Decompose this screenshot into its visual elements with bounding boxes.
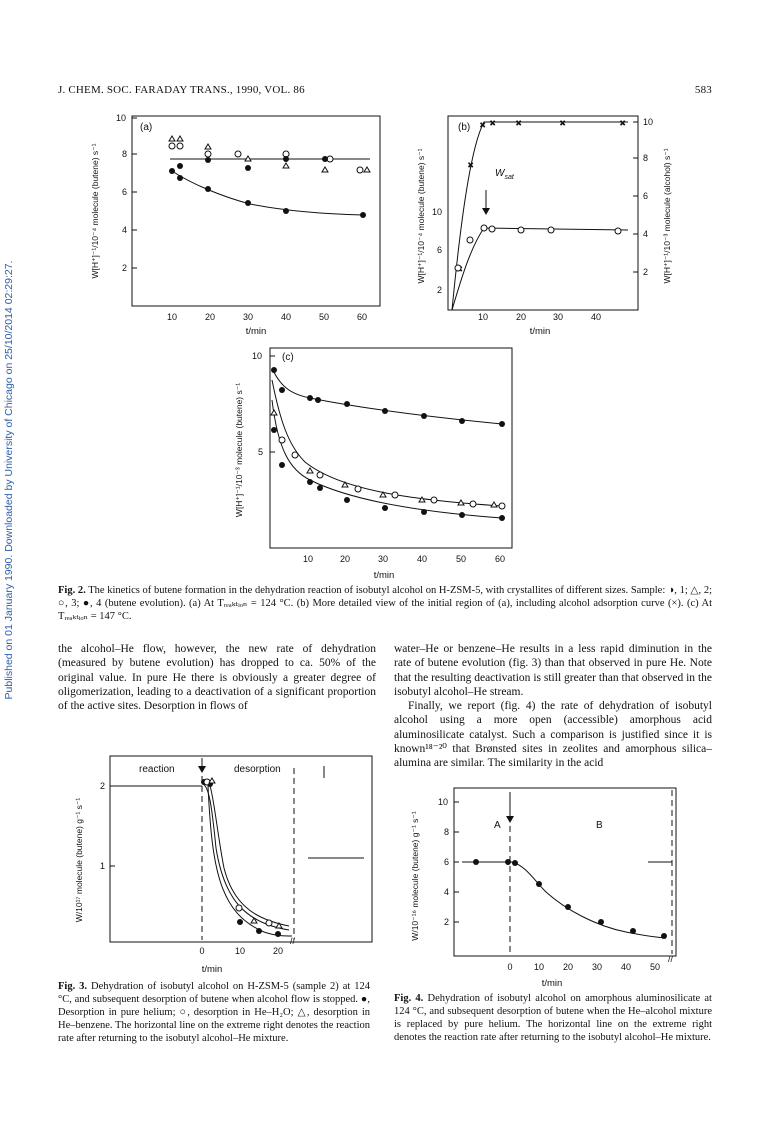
fig2a-point: [283, 208, 289, 214]
fig2a-point: [205, 144, 211, 149]
fig2c-curve-1: [272, 368, 502, 424]
fig2c-point: [292, 452, 298, 458]
fig2c-xtick: 60: [494, 554, 506, 564]
fig3-curve-2: [210, 786, 289, 926]
body-paragraph: water–He or benzene–He results in a less rapid diminution in the rate of butene evolution (fig. 3) than that observed in pure He. Note that the resulting deactivation is still greater than that observed in the isobutyl alcohol–He stream.: [394, 643, 712, 698]
fig2a-ytick: 2: [122, 263, 128, 273]
fig2a-point: [245, 200, 251, 206]
fig2b-point: [489, 226, 495, 232]
body-text-left: the alcohol–He flow, however, the new rate of dehydration (measured by butene evolution) has dropped to ca. 50% of the original value. In pure He there is obviously a greater degree of oligomerization, leading to a deactivation of a significant proportion of the active sites. Desorption in flows of: [58, 643, 376, 713]
fig2c-filled-points: [271, 427, 505, 521]
fig3-xlabel: t/min: [201, 964, 223, 975]
fig4-ytick: 8: [444, 827, 450, 837]
fig2c-point: [499, 515, 505, 521]
fig4-xtick: 10: [533, 962, 545, 972]
fig4-ylabel: W/10⁻¹⁶ molecule (butene) g⁻¹ s⁻¹: [410, 811, 420, 941]
fig2c-point: [307, 479, 313, 485]
fig2c-point: [271, 410, 277, 415]
fig3: [64, 748, 382, 978]
fig2b-xtick: 10: [477, 312, 489, 322]
fig3-xtick: 20: [272, 946, 284, 956]
fig4-xtick: 40: [620, 962, 632, 972]
fig2a-xticks: [167, 312, 367, 322]
fig2c-point: [344, 401, 350, 407]
fig3-xticks: [199, 946, 283, 956]
fig2b-point: ×: [516, 118, 522, 128]
running-header: [58, 84, 712, 96]
fig2c-point: [279, 437, 285, 443]
fig2a-point: [357, 167, 363, 173]
fig4-label-a: A: [494, 820, 501, 831]
fig2b-xticks: [478, 312, 601, 322]
fig4-yticks: [438, 797, 459, 927]
fig4-xtick: 50: [649, 962, 661, 972]
fig3-yticks: [100, 781, 115, 871]
fig2b-wsat-label: $W_{sat}$: [495, 168, 514, 181]
fig2b-ytick-left: 2: [437, 285, 443, 295]
sidebar-text: Published on 01 January 1990. Downloaded by University of Chicago on 25/10/2014 02:29:27.: [3, 260, 15, 700]
fig2b-ytick-right: 8: [643, 153, 649, 163]
fig2a-panel-label: (a): [140, 122, 153, 133]
fig2a-xtick: 50: [318, 312, 330, 322]
fig3-xtick: 0: [199, 946, 205, 956]
fig2c-point: [317, 485, 323, 491]
fig2a-xtick: 60: [356, 312, 368, 322]
fig3-caption-label: Fig. 3.: [58, 981, 88, 992]
fig3-open-points: [204, 778, 282, 928]
fig2c-point: [491, 502, 497, 507]
fig2c-point: [382, 505, 388, 511]
fig4-axis-break: //: [668, 954, 674, 964]
fig2c-point: [271, 367, 277, 373]
fig2c-open-points: [271, 410, 505, 509]
fig2-caption-label: Fig. 2.: [58, 585, 86, 596]
fig2c-point: [307, 395, 313, 401]
fig4-points: [473, 859, 667, 939]
fig2c-xticks: [303, 554, 505, 564]
fig2c-panel-label: (c): [282, 352, 294, 363]
fig4-xticks: [507, 962, 660, 972]
fig2c-yticks: [252, 351, 275, 457]
journal-title: J. CHEM. SOC. FARADAY TRANS., 1990, VOL. 86: [58, 84, 305, 96]
fig4: [396, 780, 714, 990]
fig2a-point: [169, 143, 175, 149]
fig2a-point: [360, 212, 366, 218]
fig2c-point: [459, 418, 465, 424]
fig4-caption-label: Fig. 4.: [394, 993, 424, 1004]
fig2b-ytick-left: 10: [432, 207, 443, 217]
fig3-point: [236, 905, 242, 911]
fig2a-ylabel: W[H⁺]⁻¹/10⁻⁴ molecule (butene) s⁻¹: [90, 143, 100, 279]
fig4-ytick: 6: [444, 857, 450, 867]
fig2a-ytick: 8: [122, 149, 128, 159]
fig3-point: [266, 920, 272, 926]
fig2b-alcohol-curve: [452, 122, 628, 310]
fig3-curve-3: [208, 786, 292, 936]
fig2b-point: ×: [620, 118, 626, 128]
fig2a-xtick: 20: [204, 312, 216, 322]
fig2a-filled-points: [169, 168, 366, 218]
fig2a-plot: [90, 113, 380, 337]
fig2a-point: [322, 156, 328, 162]
fig2b-xtick: 40: [590, 312, 602, 322]
fig2c-point: [344, 497, 350, 503]
fig2c-point: [279, 462, 285, 468]
fig2c-point: [355, 486, 361, 492]
fig2c-point: [315, 397, 321, 403]
fig2b-point: [548, 227, 554, 233]
fig2a-ytick: 4: [122, 225, 128, 235]
fig2a-yticks: [116, 113, 137, 273]
fig2a-point: [205, 186, 211, 192]
fig2c-point: [419, 497, 425, 502]
fig2b-point: ×: [560, 118, 566, 128]
fig2c-ytick: 10: [252, 351, 263, 361]
fig2b-yticks-right: [633, 117, 653, 277]
fig2a-point: [177, 136, 183, 141]
fig2b-butene-curve: [452, 228, 628, 310]
fig2c-point: [271, 427, 277, 433]
fig4-point: [661, 933, 667, 939]
fig2b-point: ×: [480, 120, 486, 130]
fig4-ytick: 2: [444, 917, 450, 927]
fig2b-ylabel-left: W[H⁺]⁻¹/10⁻⁴ molecule (butene) s⁻¹: [416, 148, 426, 284]
fig2b-point: [455, 265, 461, 271]
fig2b-ytick-right: 2: [643, 267, 649, 277]
fig2c-point: [421, 509, 427, 515]
fig2-caption: [58, 584, 712, 623]
fig4-curve: [462, 862, 666, 938]
publication-sidebar: [2, 130, 16, 830]
fig2b-point: ×: [468, 160, 474, 170]
fig2a-point: [169, 136, 175, 141]
fig2-caption-text: The kinetics of butene formation in the dehydration reaction of isobutyl alcohol on H-ZSM-5, with crystallites of different sizes. Sample: ◑, 1; △, 2; ○, 3; ●, 4 (butene evolution). (a) At Tᵣₑₐₖₜᵢₒₙ = 124 °C. (b) More detailed view of the initial region of (a), including alcohol adsorption curve (×). (c) At Tᵣₑₐₖₜᵢₒₙ = 147 °C.: [58, 585, 712, 622]
fig2c-curve-3: [272, 400, 502, 518]
fig2a-xtick: 10: [166, 312, 178, 322]
fig2a-point: [169, 168, 175, 174]
fig4-point: [565, 904, 571, 910]
fig3-ylabel: W/10¹⁷ molecule (butene) g⁻¹ s⁻¹: [74, 797, 84, 923]
fig3-ytick: 1: [100, 861, 106, 871]
fig2b-point: ×: [490, 118, 496, 128]
fig2a-point: [205, 157, 211, 163]
fig2c-point: [421, 413, 427, 419]
fig2c-point: [392, 492, 398, 498]
fig4-ytick: 4: [444, 887, 450, 897]
fig4-point: [598, 919, 604, 925]
fig4-label-b: B: [596, 820, 603, 831]
fig2c-xtick: 20: [339, 554, 351, 564]
fig2b-open-points: [455, 225, 621, 271]
fig2a-point: [364, 167, 370, 172]
fig3-point: [237, 919, 243, 925]
fig2c-point: [499, 421, 505, 427]
fig2a-point: [245, 165, 251, 171]
fig3-caption-text: Dehydration of isobutyl alcohol on H-ZSM-5 (sample 2) at 124 °C, and subsequent desorption of butene when alcohol flow is stopped. ●, Desorption in pure helium; ○, desorption in He–H₂O; △, desorption in He–benzene. The horizontal line on the extreme right denotes the reaction rate after returning to the isobutyl alcohol–He mixture.: [58, 981, 370, 1044]
fig2c-xtick: 10: [302, 554, 314, 564]
fig2a-point: [205, 151, 211, 157]
fig3-desorption-label: desorption: [234, 764, 281, 775]
page-number: 583: [694, 84, 712, 96]
fig2c-xlabel: t/min: [373, 570, 395, 581]
fig2c-curve-2: [272, 380, 502, 506]
fig2b-ytick-right: 10: [643, 117, 654, 127]
fig2c-point: [279, 387, 285, 393]
fig2a-xlabel: t/min: [245, 326, 267, 337]
fig2b-panel-label: (b): [458, 122, 471, 133]
fig2-c: [230, 340, 530, 590]
fig2a-point: [177, 175, 183, 181]
body-text-right: [394, 642, 712, 771]
fig4-point: [630, 928, 636, 934]
fig2b-ylabel-right: W[H⁺]⁻¹/10⁻³ molecule (alcohol) s⁻¹: [662, 148, 672, 284]
fig4-xtick: 20: [562, 962, 574, 972]
fig4-point: [536, 881, 542, 887]
fig4-ytick: 10: [438, 797, 449, 807]
fig2a-point: [322, 167, 328, 172]
fig2b-plot: [416, 116, 672, 337]
fig2c-point: [459, 512, 465, 518]
fig4-caption: [394, 992, 712, 1044]
fig2b-point: [518, 227, 524, 233]
fig2c-point: [307, 468, 313, 473]
fig2a-xtick: 30: [242, 312, 254, 322]
fig3-point: [256, 928, 262, 934]
fig2b-ytick-left: 6: [437, 245, 443, 255]
fig2a-open-points: [169, 136, 370, 173]
fig4-xtick: 30: [591, 962, 603, 972]
fig2a-half-points: [177, 156, 328, 171]
fig3-reaction-label: reaction: [139, 764, 175, 775]
fig2b-cross-points: [457, 118, 625, 274]
fig2c-xtick: 30: [377, 554, 389, 564]
fig2a-xtick: 40: [280, 312, 292, 322]
fig4-xtick: 0: [507, 962, 513, 972]
fig4-point: [473, 859, 479, 865]
fig2b-xtick: 30: [552, 312, 564, 322]
fig2a-ytick: 10: [116, 113, 127, 123]
fig4-point: [512, 860, 518, 866]
fig2c-point: [431, 497, 437, 503]
fig4-xlabel: t/min: [541, 978, 563, 989]
fig2b-xtick: 20: [515, 312, 527, 322]
fig2c-xtick: 40: [416, 554, 428, 564]
fig2a-point: [283, 156, 289, 162]
fig2a-point: [177, 143, 183, 149]
fig2a-point: [177, 163, 183, 169]
fig4-caption-text: Dehydration of isobutyl alcohol on amorphous aluminosilicate at 124 °C, and subsequent desorption of butene when the He–alcohol mixture is replaced by pure helium. The horizontal line on the extreme right denotes the reaction rate after returning to the isobutyl alcohol–He mixture.: [394, 993, 712, 1043]
fig2-ab: [80, 108, 720, 338]
fig3-caption: [58, 980, 370, 1045]
fig2a-lower-curve: [172, 171, 363, 215]
fig2c-point: [470, 501, 476, 507]
fig2a-ytick: 6: [122, 187, 128, 197]
fig2c-point: [317, 472, 323, 478]
fig2b-yticks-left: [432, 207, 442, 295]
fig2b-point: [615, 228, 621, 234]
fig3-xtick: 10: [234, 946, 246, 956]
fig2c-ylabel: W[H⁺]⁻¹/10⁻³ molecule (butene) s⁻¹: [234, 382, 244, 518]
fig2c-xtick: 50: [455, 554, 467, 564]
fig2b-ytick-right: 6: [643, 191, 649, 201]
fig2b-xlabel: t/min: [529, 326, 551, 337]
fig4-point: [505, 859, 511, 865]
fig3-ytick: 2: [100, 781, 106, 791]
fig2c-point: [382, 408, 388, 414]
body-paragraph: Finally, we report (fig. 4) the rate of dehydration of isobutyl alcohol using a more open (accessible) amorphous acid aluminosilicate catalyst. Such a comparison is justified since it is known¹⁸⁻²⁰ that Brønsted sites in zeolites and amorphous silica–alumina are similar. The similarity in the acid: [394, 700, 712, 770]
fig2b-point: [467, 237, 473, 243]
fig2c-ytick: 5: [258, 447, 264, 457]
fig2c-point: [499, 503, 505, 509]
fig2a-point: [283, 163, 289, 168]
fig3-point: [275, 931, 281, 937]
fig2b-ytick-right: 4: [643, 229, 649, 239]
fig3-curve-1: [202, 784, 289, 930]
fig2a-point: [235, 151, 241, 157]
fig2b-point: [481, 225, 487, 231]
fig3-axis-break: //: [290, 936, 296, 946]
